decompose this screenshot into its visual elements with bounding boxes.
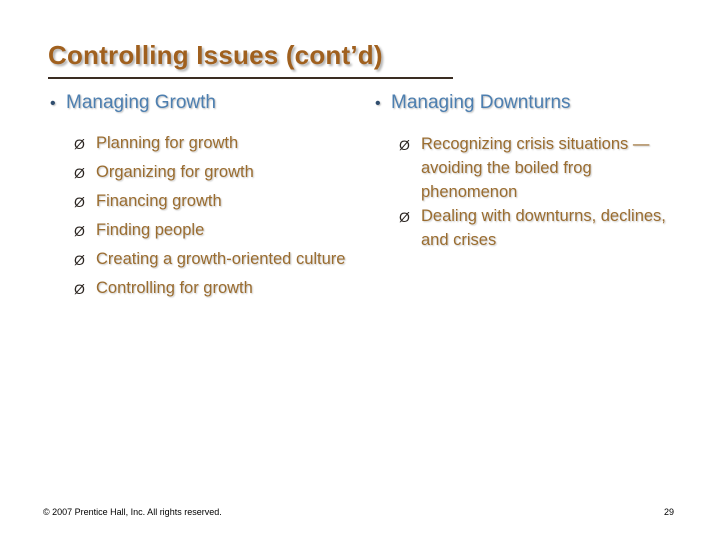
arrow-bullet-icon: Ø bbox=[74, 194, 85, 210]
right-column bbox=[375, 92, 675, 252]
list-item bbox=[74, 219, 350, 243]
arrow-bullet-icon: Ø bbox=[74, 165, 85, 181]
right-sub-list bbox=[399, 132, 675, 252]
list-item bbox=[74, 277, 350, 301]
arrow-bullet-icon: Ø bbox=[74, 281, 85, 297]
list-item-text: Financing growth bbox=[96, 192, 222, 210]
list-item-text: Dealing with downturns, declines, and crises bbox=[421, 207, 666, 249]
arrow-bullet-icon: Ø bbox=[399, 209, 410, 225]
list-item-text: Recognizing crisis situations —avoiding the boiled frog phenomenon bbox=[421, 135, 650, 201]
list-item-text: Creating a growth-oriented culture bbox=[96, 250, 346, 268]
list-item bbox=[74, 190, 350, 214]
arrow-bullet-icon: Ø bbox=[74, 136, 85, 152]
bullet-icon: • bbox=[375, 95, 381, 112]
arrow-bullet-icon: Ø bbox=[74, 223, 85, 239]
list-item bbox=[74, 132, 350, 156]
page-number: 29 bbox=[664, 507, 675, 517]
left-heading-text: Managing Growth bbox=[66, 92, 216, 113]
list-item bbox=[399, 132, 675, 204]
left-heading bbox=[50, 92, 350, 114]
arrow-bullet-icon: Ø bbox=[399, 137, 410, 153]
left-column bbox=[50, 92, 350, 306]
slide-title: Controlling Issues (cont’d) bbox=[48, 40, 383, 70]
title-underline bbox=[48, 77, 453, 79]
list-item-text: Finding people bbox=[96, 221, 205, 239]
left-sub-list bbox=[74, 132, 350, 301]
list-item-text: Controlling for growth bbox=[96, 279, 253, 297]
arrow-bullet-icon: Ø bbox=[74, 252, 85, 268]
list-item bbox=[74, 161, 350, 185]
bullet-icon: • bbox=[50, 95, 56, 112]
list-item-text: Planning for growth bbox=[96, 134, 239, 152]
copyright-footer: © 2007 Prentice Hall, Inc. All rights reserved. bbox=[43, 507, 222, 517]
list-item bbox=[399, 204, 675, 252]
right-heading bbox=[375, 92, 675, 114]
list-item bbox=[74, 248, 350, 272]
list-item-text: Organizing for growth bbox=[96, 163, 254, 181]
right-heading-text: Managing Downturns bbox=[391, 92, 571, 113]
